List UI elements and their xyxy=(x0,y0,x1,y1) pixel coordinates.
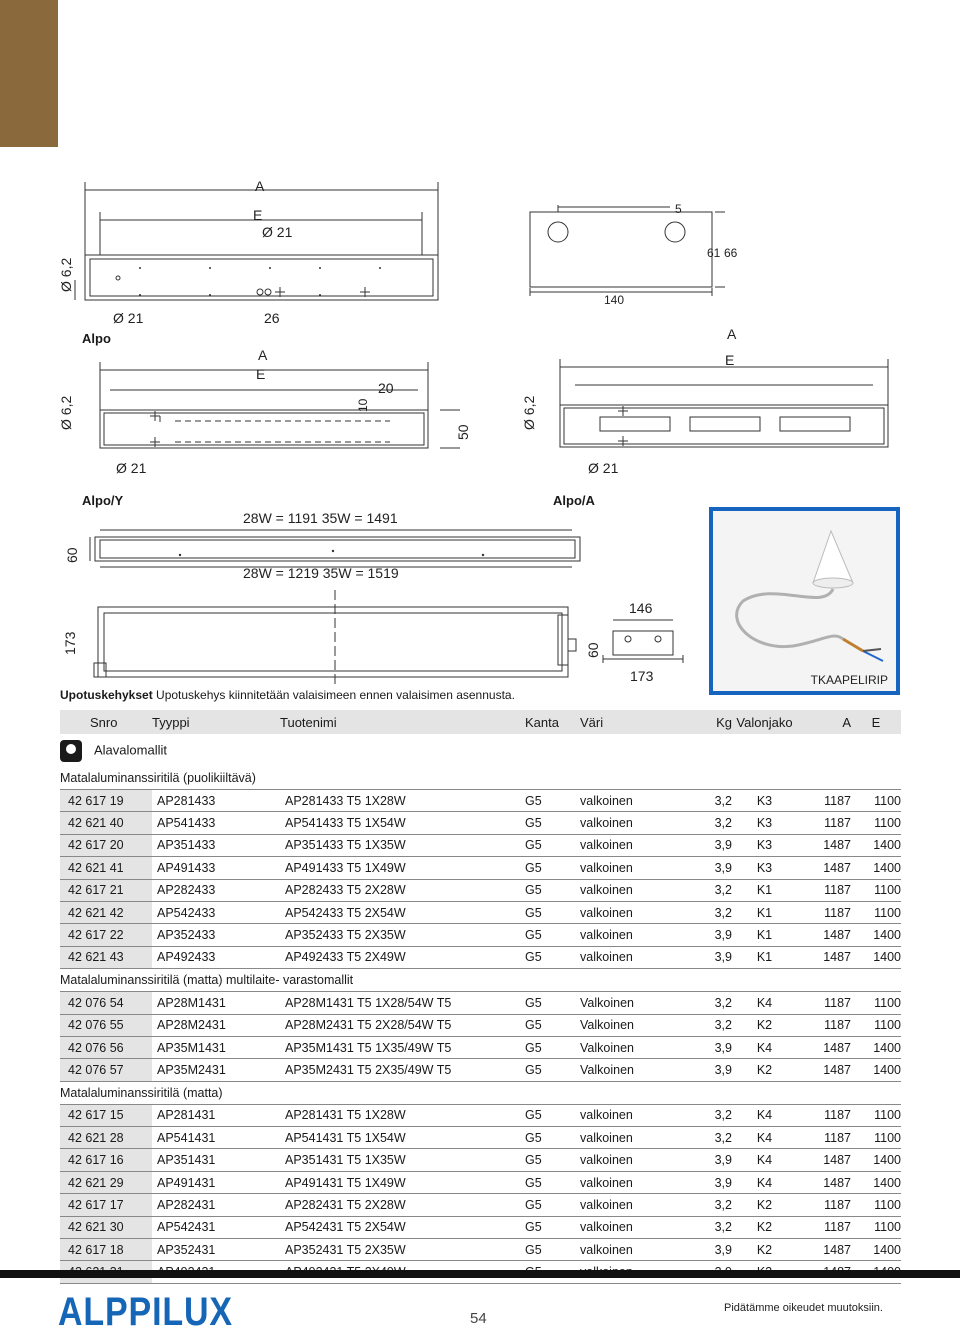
table-cell: K3 xyxy=(732,790,797,812)
table-cell: AP281431 xyxy=(152,1104,280,1126)
table-cell: 1187 xyxy=(797,1194,851,1216)
table-cell: AP542433 xyxy=(152,901,280,923)
dim-hole-top: Ø 21 xyxy=(262,224,293,240)
table-row xyxy=(60,1216,901,1238)
dim-e-a: E xyxy=(725,352,735,368)
table-cell: 1400 xyxy=(851,1036,901,1058)
column-header: Kanta xyxy=(525,710,580,734)
table-cell: G5 xyxy=(525,946,580,968)
dim-146: 146 xyxy=(629,600,653,616)
table-cell: 1187 xyxy=(797,1014,851,1036)
table-cell: AP28M1431 xyxy=(152,992,280,1014)
table-cell: 42 617 21 xyxy=(60,879,152,901)
table-cell: 1487 xyxy=(797,834,851,856)
table-cell: 1487 xyxy=(797,857,851,879)
table-cell: AP352431 T5 2X35W xyxy=(280,1239,525,1261)
table-cell: AP541433 xyxy=(152,812,280,834)
table-cell: Valkoinen xyxy=(580,992,672,1014)
dim-e-y: E xyxy=(256,366,266,382)
table-cell: 3,2 xyxy=(672,790,732,812)
dim-173-section: 173 xyxy=(630,668,654,684)
column-header: Tyyppi xyxy=(152,710,280,734)
product-photo xyxy=(713,511,896,691)
dim-hole-left-y: Ø 6,2 xyxy=(58,395,74,430)
table-cell: 42 621 41 xyxy=(60,857,152,879)
dim-60-section: 60 xyxy=(585,642,601,658)
group-title: Alavalomallit xyxy=(94,741,167,757)
table-cell: K4 xyxy=(732,1171,797,1193)
table-row xyxy=(60,992,901,1014)
table-cell: G5 xyxy=(525,1239,580,1261)
note-title: Upotuskehykset xyxy=(60,688,153,702)
table-header xyxy=(60,710,901,734)
table-cell: valkoinen xyxy=(580,1216,672,1238)
table-cell: AP491433 T5 1X49W xyxy=(280,857,525,879)
table-cell: K1 xyxy=(732,901,797,923)
group-cell xyxy=(60,734,901,767)
table-cell: AP282433 T5 2X28W xyxy=(280,879,525,901)
table-row xyxy=(60,812,901,834)
table-row xyxy=(60,1059,901,1081)
dim-a: A xyxy=(255,178,265,194)
dim-hole-bottom-y: Ø 21 xyxy=(116,460,147,476)
table-cell: 3,2 xyxy=(672,1216,732,1238)
section-row xyxy=(60,767,901,790)
section-row xyxy=(60,1081,901,1104)
page-number: 54 xyxy=(470,1310,487,1327)
table-cell: 42 621 30 xyxy=(60,1216,152,1238)
table-cell: AP491431 xyxy=(152,1171,280,1193)
section-title: Matalaluminanssiritilä (matta) xyxy=(60,1081,901,1104)
dim-e: E xyxy=(253,207,263,223)
brand-logo: ALPPILUX xyxy=(58,1290,233,1334)
table-cell: 1400 xyxy=(851,1239,901,1261)
table-cell: K4 xyxy=(732,1104,797,1126)
dim-10: 10 xyxy=(356,398,370,412)
column-header: Tuotenimi xyxy=(280,710,525,734)
table-cell: 1100 xyxy=(851,1127,901,1149)
table-cell: AP28M2431 T5 2X28/54W T5 xyxy=(280,1014,525,1036)
section-title: Matalaluminanssiritilä (matta) multilaite- varastomallit xyxy=(60,969,901,992)
table-cell: 1487 xyxy=(797,1036,851,1058)
table-cell: AP351433 xyxy=(152,834,280,856)
table-cell: 1400 xyxy=(851,1149,901,1171)
table-cell: AP541431 T5 1X54W xyxy=(280,1127,525,1149)
table-cell: 3,2 xyxy=(672,1104,732,1126)
table-cell: 1187 xyxy=(797,812,851,834)
table-cell: AP491433 xyxy=(152,857,280,879)
table-cell: 1100 xyxy=(851,901,901,923)
table-cell: valkoinen xyxy=(580,924,672,946)
table-row xyxy=(60,857,901,879)
table-cell: AP282433 xyxy=(152,879,280,901)
table-cell: AP351431 xyxy=(152,1149,280,1171)
drawing-section-lines xyxy=(598,615,688,675)
table-cell: 1100 xyxy=(851,1216,901,1238)
table-cell: 42 617 17 xyxy=(60,1194,152,1216)
dim-a-a: A xyxy=(727,326,737,342)
table-cell: valkoinen xyxy=(580,1127,672,1149)
dim-width-bottom: 28W = 1219 35W = 1519 xyxy=(243,565,399,581)
table-cell: 42 617 22 xyxy=(60,924,152,946)
table-cell: K3 xyxy=(732,834,797,856)
table-cell: AP491431 T5 1X49W xyxy=(280,1171,525,1193)
table-cell: 3,2 xyxy=(672,992,732,1014)
table-cell: G5 xyxy=(525,1127,580,1149)
table-cell: 1400 xyxy=(851,924,901,946)
table-cell: AP282431 T5 2X28W xyxy=(280,1194,525,1216)
table-row xyxy=(60,1014,901,1036)
table-cell: AP352433 T5 2X35W xyxy=(280,924,525,946)
table-cell: K4 xyxy=(732,1127,797,1149)
table-cell: K2 xyxy=(732,1239,797,1261)
table-cell: 42 617 15 xyxy=(60,1104,152,1126)
label-alpo-y: Alpo/Y xyxy=(82,493,124,508)
table-cell: 1187 xyxy=(797,992,851,1014)
table-cell: valkoinen xyxy=(580,946,672,968)
table-row xyxy=(60,1239,901,1261)
table-cell: 1100 xyxy=(851,1014,901,1036)
table-cell: AP542431 T5 2X54W xyxy=(280,1216,525,1238)
dim-hole-left: Ø 6,2 xyxy=(58,257,74,292)
table-cell: 3,2 xyxy=(672,812,732,834)
table-cell: 1187 xyxy=(797,1104,851,1126)
table-cell: G5 xyxy=(525,1059,580,1081)
table-cell: 1187 xyxy=(797,1127,851,1149)
table-cell: 1487 xyxy=(797,924,851,946)
column-header: A xyxy=(797,710,851,734)
table-cell: 1100 xyxy=(851,812,901,834)
table-cell: G5 xyxy=(525,790,580,812)
table-cell: valkoinen xyxy=(580,812,672,834)
table-cell: 42 076 56 xyxy=(60,1036,152,1058)
table-cell: G5 xyxy=(525,1036,580,1058)
table-cell: 1487 xyxy=(797,1239,851,1261)
column-header: Valonjako xyxy=(732,710,797,734)
table-cell: 1400 xyxy=(851,946,901,968)
table-cell: K1 xyxy=(732,946,797,968)
installation-note xyxy=(60,688,515,702)
table-cell: valkoinen xyxy=(580,1171,672,1193)
drawing-alpo-a-lines xyxy=(530,345,910,470)
table-cell: valkoinen xyxy=(580,1239,672,1261)
table-cell: 3,9 xyxy=(672,1171,732,1193)
table-row xyxy=(60,924,901,946)
table-cell: G5 xyxy=(525,812,580,834)
table-cell: G5 xyxy=(525,1171,580,1193)
table-cell: 3,9 xyxy=(672,1239,732,1261)
cable-illustration xyxy=(713,511,896,691)
dim-20: 20 xyxy=(378,380,394,396)
table-cell: 3,9 xyxy=(672,834,732,856)
dim-140: 140 xyxy=(604,293,625,307)
note-text: Upotuskehys kiinnitetään valaisimeen ennen valaisimen asennusta. xyxy=(152,688,515,702)
product-table xyxy=(60,710,901,1284)
table-cell: AP351431 T5 1X35W xyxy=(280,1149,525,1171)
table-cell: AP542433 T5 2X54W xyxy=(280,901,525,923)
table-cell: K4 xyxy=(732,1149,797,1171)
table-cell: AP492433 T5 2X49W xyxy=(280,946,525,968)
table-cell: G5 xyxy=(525,834,580,856)
photo-caption: TKAAPELIRIP xyxy=(810,673,888,687)
dim-66: 66 xyxy=(724,246,738,260)
table-cell: AP352433 xyxy=(152,924,280,946)
table-cell: AP542431 xyxy=(152,1216,280,1238)
table-cell: valkoinen xyxy=(580,857,672,879)
table-cell: 1400 xyxy=(851,834,901,856)
table-cell: AP281431 T5 1X28W xyxy=(280,1104,525,1126)
table-cell: 3,2 xyxy=(672,1194,732,1216)
downlight-icon xyxy=(60,740,82,762)
table-row xyxy=(60,1104,901,1126)
table-cell: 1100 xyxy=(851,790,901,812)
dim-hole-bottom-a: Ø 21 xyxy=(588,460,619,476)
table-cell: K1 xyxy=(732,924,797,946)
table-cell: 1487 xyxy=(797,1149,851,1171)
table-cell: 1187 xyxy=(797,1216,851,1238)
table-cell: AP351433 T5 1X35W xyxy=(280,834,525,856)
table-row xyxy=(60,901,901,923)
table-cell: AP541433 T5 1X54W xyxy=(280,812,525,834)
table-cell: K2 xyxy=(732,1014,797,1036)
table-cell: G5 xyxy=(525,1014,580,1036)
dim-a-y: A xyxy=(258,347,268,363)
table-cell: 42 621 29 xyxy=(60,1171,152,1193)
column-header: Snro xyxy=(60,710,152,734)
table-cell: G5 xyxy=(525,901,580,923)
table-cell: valkoinen xyxy=(580,879,672,901)
table-cell: 1400 xyxy=(851,1171,901,1193)
table-cell: valkoinen xyxy=(580,901,672,923)
table-row xyxy=(60,879,901,901)
table-cell: AP492433 xyxy=(152,946,280,968)
table-cell: 3,2 xyxy=(672,1127,732,1149)
table-cell: 1187 xyxy=(797,879,851,901)
table-cell: 1487 xyxy=(797,1059,851,1081)
table-cell: valkoinen xyxy=(580,1194,672,1216)
table-cell: AP35M1431 xyxy=(152,1036,280,1058)
table-cell: AP35M2431 xyxy=(152,1059,280,1081)
table-cell: 42 621 43 xyxy=(60,946,152,968)
table-cell: AP35M1431 T5 1X35/49W T5 xyxy=(280,1036,525,1058)
table-cell: 1100 xyxy=(851,1104,901,1126)
table-cell: K2 xyxy=(732,1216,797,1238)
table-cell: 3,2 xyxy=(672,1014,732,1036)
table-cell: AP541431 xyxy=(152,1127,280,1149)
table-cell: 3,9 xyxy=(672,924,732,946)
label-alpo: Alpo xyxy=(82,331,111,346)
table-cell: K4 xyxy=(732,992,797,1014)
table-cell: K2 xyxy=(732,1194,797,1216)
table-cell: 1187 xyxy=(797,790,851,812)
section-title: Matalaluminanssiritilä (puolikiiltävä) xyxy=(60,767,901,790)
table-cell: K2 xyxy=(732,1059,797,1081)
dim-height-60: 60 xyxy=(64,547,80,563)
dim-hole-bottom: Ø 21 xyxy=(113,310,144,326)
table-cell: 3,9 xyxy=(672,1149,732,1171)
table-cell: AP282431 xyxy=(152,1194,280,1216)
table-cell: 42 076 54 xyxy=(60,992,152,1014)
table-cell: AP28M1431 T5 1X28/54W T5 xyxy=(280,992,525,1014)
product-photo-frame xyxy=(709,507,900,695)
table-cell: 42 617 18 xyxy=(60,1239,152,1261)
column-header: Kg xyxy=(672,710,732,734)
table-row xyxy=(60,1127,901,1149)
table-row xyxy=(60,1194,901,1216)
side-color-bar xyxy=(0,0,58,147)
dim-height-173: 173 xyxy=(62,631,78,655)
column-header: Väri xyxy=(580,710,672,734)
table-cell: valkoinen xyxy=(580,1104,672,1126)
table-cell: 1100 xyxy=(851,879,901,901)
footer-bar xyxy=(0,1270,960,1278)
table-cell: 1100 xyxy=(851,992,901,1014)
section-row xyxy=(60,969,901,992)
dim-5: 5 xyxy=(675,202,682,216)
table-cell: AP28M2431 xyxy=(152,1014,280,1036)
table-cell: 1400 xyxy=(851,857,901,879)
dim-61: 61 xyxy=(707,246,721,260)
table-row xyxy=(60,1036,901,1058)
table-cell: 1400 xyxy=(851,1059,901,1081)
table-cell: Valkoinen xyxy=(580,1014,672,1036)
table-cell: 1487 xyxy=(797,1171,851,1193)
table-cell: G5 xyxy=(525,1149,580,1171)
table-cell: 42 076 55 xyxy=(60,1014,152,1036)
table-row xyxy=(60,1171,901,1193)
table-cell: G5 xyxy=(525,879,580,901)
table-cell: K3 xyxy=(732,812,797,834)
drawing-alpo-y-lines xyxy=(60,350,480,475)
table-cell: valkoinen xyxy=(580,1149,672,1171)
drawing-frame-lines xyxy=(80,525,600,690)
table-cell: G5 xyxy=(525,924,580,946)
table-cell: 42 617 16 xyxy=(60,1149,152,1171)
table-cell: valkoinen xyxy=(580,834,672,856)
dim-hole-left-a: Ø 6,2 xyxy=(521,395,537,430)
dim-50: 50 xyxy=(455,424,471,440)
table-cell: 3,2 xyxy=(672,901,732,923)
table-cell: 42 621 42 xyxy=(60,901,152,923)
table-row xyxy=(60,946,901,968)
table-cell: G5 xyxy=(525,992,580,1014)
table-cell: AP281433 T5 1X28W xyxy=(280,790,525,812)
label-alpo-a: Alpo/A xyxy=(553,493,595,508)
table-cell: G5 xyxy=(525,1194,580,1216)
table-row xyxy=(60,834,901,856)
table-cell: K4 xyxy=(732,1036,797,1058)
table-cell: 1100 xyxy=(851,1194,901,1216)
table-cell: 1487 xyxy=(797,946,851,968)
table-cell: 3,2 xyxy=(672,879,732,901)
table-cell: K1 xyxy=(732,879,797,901)
table-cell: 1187 xyxy=(797,901,851,923)
table-cell: valkoinen xyxy=(580,790,672,812)
table-cell: 42 617 20 xyxy=(60,834,152,856)
table-cell: AP352431 xyxy=(152,1239,280,1261)
column-header: E xyxy=(851,710,901,734)
table-cell: G5 xyxy=(525,1104,580,1126)
table-cell: G5 xyxy=(525,1216,580,1238)
table-cell: 3,9 xyxy=(672,946,732,968)
table-cell: Valkoinen xyxy=(580,1059,672,1081)
table-cell: 3,9 xyxy=(672,1059,732,1081)
table-cell: AP281433 xyxy=(152,790,280,812)
table-row xyxy=(60,1149,901,1171)
dim-offset: 26 xyxy=(264,310,280,326)
rights-notice: Pidätämme oikeudet muutoksiin. xyxy=(724,1302,883,1314)
table-cell: Valkoinen xyxy=(580,1036,672,1058)
table-cell: AP35M2431 T5 2X35/49W T5 xyxy=(280,1059,525,1081)
table-cell: 3,9 xyxy=(672,857,732,879)
table-cell: G5 xyxy=(525,857,580,879)
table-cell: 3,9 xyxy=(672,1036,732,1058)
table-cell: 42 076 57 xyxy=(60,1059,152,1081)
table-cell: 42 617 19 xyxy=(60,790,152,812)
table-cell: K3 xyxy=(732,857,797,879)
dim-width-top: 28W = 1191 35W = 1491 xyxy=(243,510,398,526)
table-cell: 42 621 28 xyxy=(60,1127,152,1149)
group-row xyxy=(60,734,901,767)
table-cell: 42 621 40 xyxy=(60,812,152,834)
table-row xyxy=(60,790,901,812)
